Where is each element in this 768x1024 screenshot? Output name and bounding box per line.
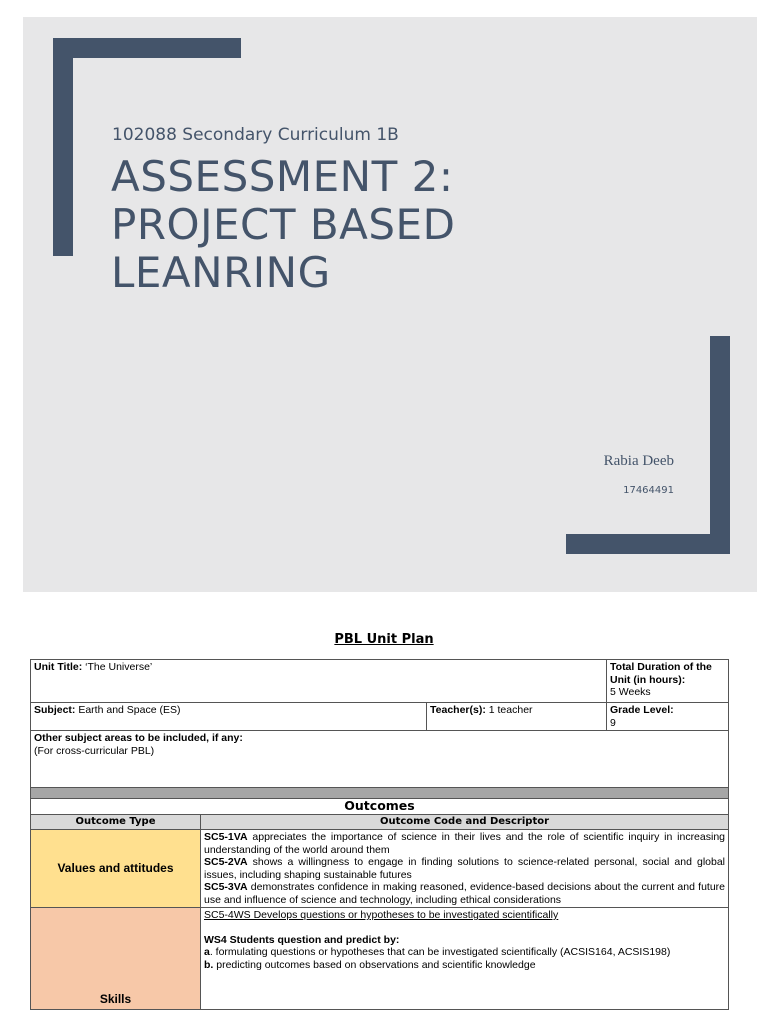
skills-row — [31, 908, 729, 1010]
outcome-item — [204, 856, 725, 881]
outcomes-title: Outcomes — [31, 799, 729, 815]
bracket-top-left-horizontal — [53, 38, 241, 58]
item-text: predicting outcomes based on observations and scientific knowledge — [213, 958, 536, 971]
unit-title-label: Unit Title: — [34, 661, 83, 673]
teachers-label: Teacher(s): — [430, 704, 486, 716]
bracket-bottom-right-horizontal — [566, 534, 730, 554]
item-text: . formulating questions or hypotheses that can be investigated scientifically (ACSIS164, ACSIS198) — [209, 946, 671, 958]
values-type-cell: Values and attitudes — [31, 830, 201, 908]
outcome-type-header: Outcome Type — [31, 814, 201, 830]
divider-bar-row — [31, 788, 729, 799]
teachers-value: 1 teacher — [488, 704, 533, 716]
student-id: 17464491 — [623, 485, 674, 496]
other-subjects-label: Other subject areas to be included, if any: — [34, 732, 243, 744]
outcome-code-header: Outcome Code and Descriptor — [201, 814, 729, 830]
outcome-item — [204, 831, 725, 856]
course-subtitle: 102088 Secondary Curriculum 1B — [112, 125, 399, 145]
other-subjects-row — [31, 731, 729, 788]
slide-title-line: PROJECT BASED — [111, 200, 456, 249]
unit-plan-table — [30, 659, 729, 1010]
outcomes-title-row — [31, 799, 729, 815]
ws4-heading: WS4 Students question and predict by: — [204, 933, 400, 946]
unit-title-cell — [31, 660, 607, 703]
skills-ws-line: SC5-4WS Develops questions or hypotheses to be investigated scientifically — [204, 909, 559, 921]
skills-item-a — [204, 946, 725, 959]
skills-item-b — [204, 959, 725, 972]
skills-descriptor-cell — [201, 908, 729, 1010]
outcome-text: appreciates the importance of science in their lives and the role of scientific inquiry in increasing understanding of the world around them — [204, 831, 726, 856]
outcome-code: SC5-2VA — [204, 856, 248, 868]
item-letter: b. — [204, 958, 214, 971]
bracket-top-left-vertical — [53, 38, 73, 256]
skills-type-cell: Skills — [31, 908, 201, 1010]
outcome-text: shows a willingness to engage in finding solutions to science-related personal, social and global issues, including shaping sustainable futures — [204, 856, 726, 881]
unit-title-value: ‘The Universe’ — [85, 661, 153, 673]
grade-value: 9 — [610, 716, 616, 729]
outcomes-header-row — [31, 814, 729, 830]
slide-title-line: ASSESSMENT 2: — [111, 152, 454, 201]
plan-heading: PBL Unit Plan — [334, 632, 434, 647]
author-name: Rabia Deeb — [603, 453, 674, 469]
grade-label: Grade Level: — [610, 704, 674, 716]
item-letter: a — [204, 946, 210, 958]
outcome-code: SC5-1VA — [204, 831, 248, 843]
subject-cell — [31, 703, 427, 731]
outcome-text: demonstrates confidence in making reasoned, evidence-based decisions about the current and future use and influence of science and technology, including ethical considerations — [204, 881, 726, 906]
duration-label: Total Duration of the Unit (in hours): — [610, 661, 712, 686]
divider-bar — [31, 788, 729, 799]
bracket-bottom-right-vertical — [710, 336, 730, 554]
other-subjects-cell — [31, 731, 729, 788]
other-subjects-note: (For cross-curricular PBL) — [34, 744, 155, 757]
grade-cell — [607, 703, 729, 731]
subject-row — [31, 703, 729, 731]
title-slide — [23, 17, 757, 592]
values-row — [31, 830, 729, 908]
slide-title-line: LEANRING — [111, 248, 331, 297]
duration-value: 5 Weeks — [610, 686, 651, 698]
subject-value: Earth and Space (ES) — [78, 704, 181, 716]
outcome-code: SC5-3VA — [204, 881, 248, 893]
unit-title-row — [31, 660, 729, 703]
subject-label: Subject: — [34, 704, 76, 716]
duration-cell — [607, 660, 729, 703]
slide-title — [111, 153, 671, 297]
values-descriptor-cell — [201, 830, 729, 908]
outcome-item — [204, 881, 725, 906]
teachers-cell — [427, 703, 607, 731]
